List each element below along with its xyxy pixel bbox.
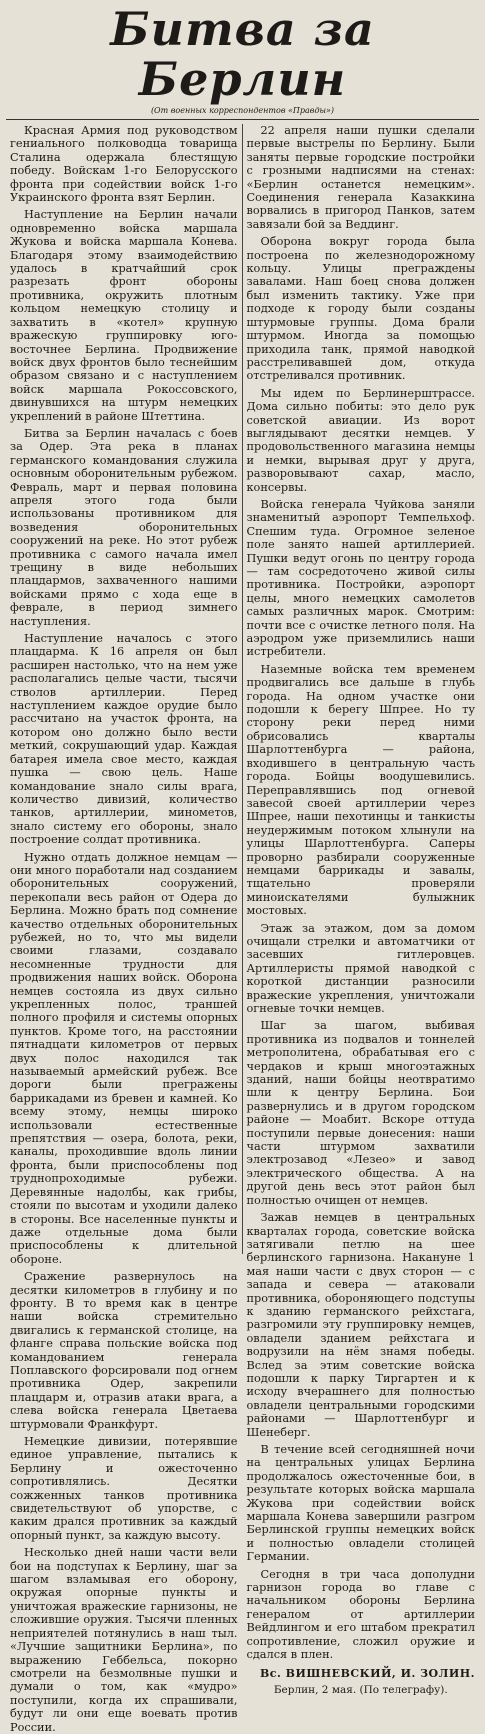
paragraph: Наступление на Берлин начали одновременно войска маршала Жукова и войска маршала Конева. Благодаря этому взаимодействию удалось в кратчайший срок разрезать фронт обороны противника, окружить плотным кольцом немецкую столицу и захватить в «котел» крупную вражескую группировку юго-восточнее Берлина. Продвижение войск двух фронтов было теснейшим образом связано и с наступлением войск маршала Рокоссовского, двинувшихся на штурм немецких укреплений в районе Штеттина. [10,208,238,423]
divider [6,119,479,120]
subheadline: (От военных корреспондентов «Правды») [150,106,335,115]
author-byline: Вс. ВИШНЕВСКИЙ, И. ЗОЛИН. [260,1666,475,1680]
paragraph: Красная Армия под руководством гениального полководца товарища Сталина одержала блестящую победу. Войскам 1-го Белорусского фронта при содействии войск 1-го Украинского фронта взят Берлин. [10,124,238,205]
paragraph: Сражение развернулось на десятки километров в глубину и по фронту. В то время как в центре наши войска стремительно двигались к германской столице, на фланге справа польские войска под командованием генерала Поплавского форсировали под огнем противника Одер, закрепили плацдарм и, отразив атаки врага, а слева войска генерала Цветаева штурмовали Франкфурт. [10,1270,238,1431]
paragraph: Зажав немцев в центральных кварталах города, советские войска затягивали петлю на шее берлинского гарнизона. Накануне 1 мая наши части с двух сторон — с запада и севера — атаковали противника, обороняющего подступы к зданию германского рейхстага, разгромили эту группировку немцев, овладели зданием рейхстага и водрузили на нём знамя победы. Вслед за этим советские войска подошли к парку Тиргартен и к исходу вчерашнего для полностью овладели центральными городскими районами — Шарлоттенбург и Шенеберг. [246,1211,475,1439]
paragraph: Несколько дней наши части вели бои на подступах к Берлину, шаг за шагом взламывая его оборону, окружая опорные пункты и уничтожая вражеские гарнизоны, не сложившие оружия. Тысячи пленных неприятелей потянулись в наш тыл. «Лучшие защитники Берлина», по выражению Геббельса, покорно смотрели на безмолвные пушки и думали о том, как «мудро» поступили, когда их спрашивали, будут ли они еще воевать против России. [10,1546,238,1734]
paragraph: Наступление началось с этого плацдарма. К 16 апреля он был расширен настолько, что на нем уже располагались целые части, тысячи стволов артиллерии. Перед наступлением каждое орудие было рассчитано на участок фронта, на котором оно должно было вести меткий, сокрушающий удар. Каждая батарея имела свое место, каждая пушка — свою цель. Наше командование знало силы врага, количество дивизий, количество танков, артиллерии, минометов, знало систему его обороны, знало построение солдат противника. [10,632,238,847]
paragraph: Наземные войска тем временем продвигались все дальше в глубь города. На одном участке они подошли к берегу Шпрее. Но ту сторону реки перед ними обрисовались кварталы Шарлоттенбурга — района, входившего в центральную часть города. Бойцы воодушевились. Переправлявшись под огневой завесой своей артиллерии через Шпрее, наши пехотинцы и танкисты неудержимым потоком хлынули на улицы Шарлоттенбурга. Саперы проворно разбирали сооруженные немцами баррикады и завалы, тщательно проверяли миноискателями булыжник мостовых. [246,662,475,918]
paragraph: Войска генерала Чуйкова заняли знаменитый аэропорт Темпельхоф. Спешим туда. Огромное зеленое поле занято нашей артиллерией. Пушки ведут огонь по центру города — там сосредоточено живой силы противника. Постройки, аэропорт целы, много немецких самолетов самых различных марок. Смотрим: почти все с очистке летного поля. На аэродром уже приземлились наши истребители. [246,497,475,659]
paragraph: В течение всей сегодняшней ночи на центральных улицах Берлина продолжалось ожесточенные бои, в результате которых войска маршала Жукова при содействии войск маршала Конева завершили разгром Берлинской группы немецких войск и полностью овладели столицей Германии. [246,1443,475,1564]
paragraph: Шаг за шагом, выбивая противника из подвалов и тоннелей метрополитена, обрабатывая его с чердаков и крыш многоэтажных зданий, наши бойцы неотвратимо шли к центру Берлина. Бои развернулись и в другом городском районе — Моабит. Вскоре оттуда поступили первые донесения: наши части штурмом захватили электрозавод «Лезео» и завод электрического общества. А на другой день весь этот район был полностью очищен от немцев. [246,1019,475,1207]
paragraph: Нужно отдать должное немцам — они много поработали над созданием оборонительных сооружений, перекопали весь район от Одера до Берлина. Можно брать под сомнение качество отдельных оборонительных рубежей, но то, что мы видели своими глазами, создавало несомненные трудности для продвижения наших войск. Оборона немцев состояла из двух сильно укрепленных полос, траншей полного профиля и системы опорных пунктов. Кроме того, на расстоянии пятнадцати километров от первых двух полос находился так называемый армейский рубеж. Все дороги были прегражены баррикадами из бревен и камней. Ко всему этому, немцы широко использовали естественные препятствия — озера, болота, реки, каналы, проходившие вдоль линии фронта, были приспособлены под труднопроходимые рубежи. Деревянные надолбы, как грибы, стояли по высотам и уходили далеко в стороны. Все населенные пункты и даже отдельные дома были приспособлены к длительной обороне. [10,850,238,1266]
paragraph: Мы идем по Берлинерштрассе. Дома сильно побиты: это дело рук советской авиации. Из ворот выглядывают десятки немцев. У продовольственного магазина немцы и немки, вырывая друг у друга, разворовывают сахар, масло, консервы. [246,386,475,494]
paragraph: 22 апреля наши пушки сделали первые выстрелы по Берлину. Были заняты первые городские постройки с грозными надписями на стенах: «Берлин останется немецким». Соединения генерала Казаккина ворвались в пригород Панков, затем завязали бой за Веддинг. [246,124,475,231]
headline: Битва за Берлин [110,2,375,106]
right-column [243,124,480,1696]
paragraph: Этаж за этажом, дом за домом очищали стрелки и автоматчики от засевших гитлеровцев. Артиллеристы прямой наводкой с короткой дистанции разносили вражеские укрепления, уничтожали огневые точки немцев. [246,921,475,1015]
paragraph: Битва за Берлин началась с боев за Одер. Эта река в планах германского командования служила основным оборонительным рубежом. Февраль, март и первая половина апреля этого года были использованы противником для возведения оборонительных сооружений на реке. Но этот рубеж противника с самого начала имел трещину в виде небольших плацдармов, захваченного нашими войсками прямо с хода еще в феврале, в период зимнего наступления. [10,426,238,628]
paragraph: Сегодня в три часа дополудни гарнизон города во главе с начальником обороны Берлина генералом от артиллерии Вейдлингом и его штабом прекратил сопротивление, сложил оружие и сдался в плен. [246,1567,475,1662]
paragraph: Оборона вокруг города была построена по железнодорожному кольцу. Улицы преграждены завалами. Наш боец снова должен был изменить тактику. Уже при подходе к городу были созданы штурмовые группы. Дома брали штурмом. Иногда за помощью приходила танк, прямой наводкой расстреливавшей дом, откуда отстреливался противник. [246,235,475,383]
paragraph: Немецкие дивизии, потерявшие единое управление, пытались к Берлину и ожесточенно сопротивлялись. Десятки сожженных танков противника свидетельствуют об упорстве, с каким дрался противник за каждый опорный пункт, за каждую высоту. [10,1435,238,1542]
left-column [6,124,243,1734]
article-columns [6,124,479,1734]
dateline: Берлин, 2 мая. (По телеграфу). [273,1683,448,1696]
